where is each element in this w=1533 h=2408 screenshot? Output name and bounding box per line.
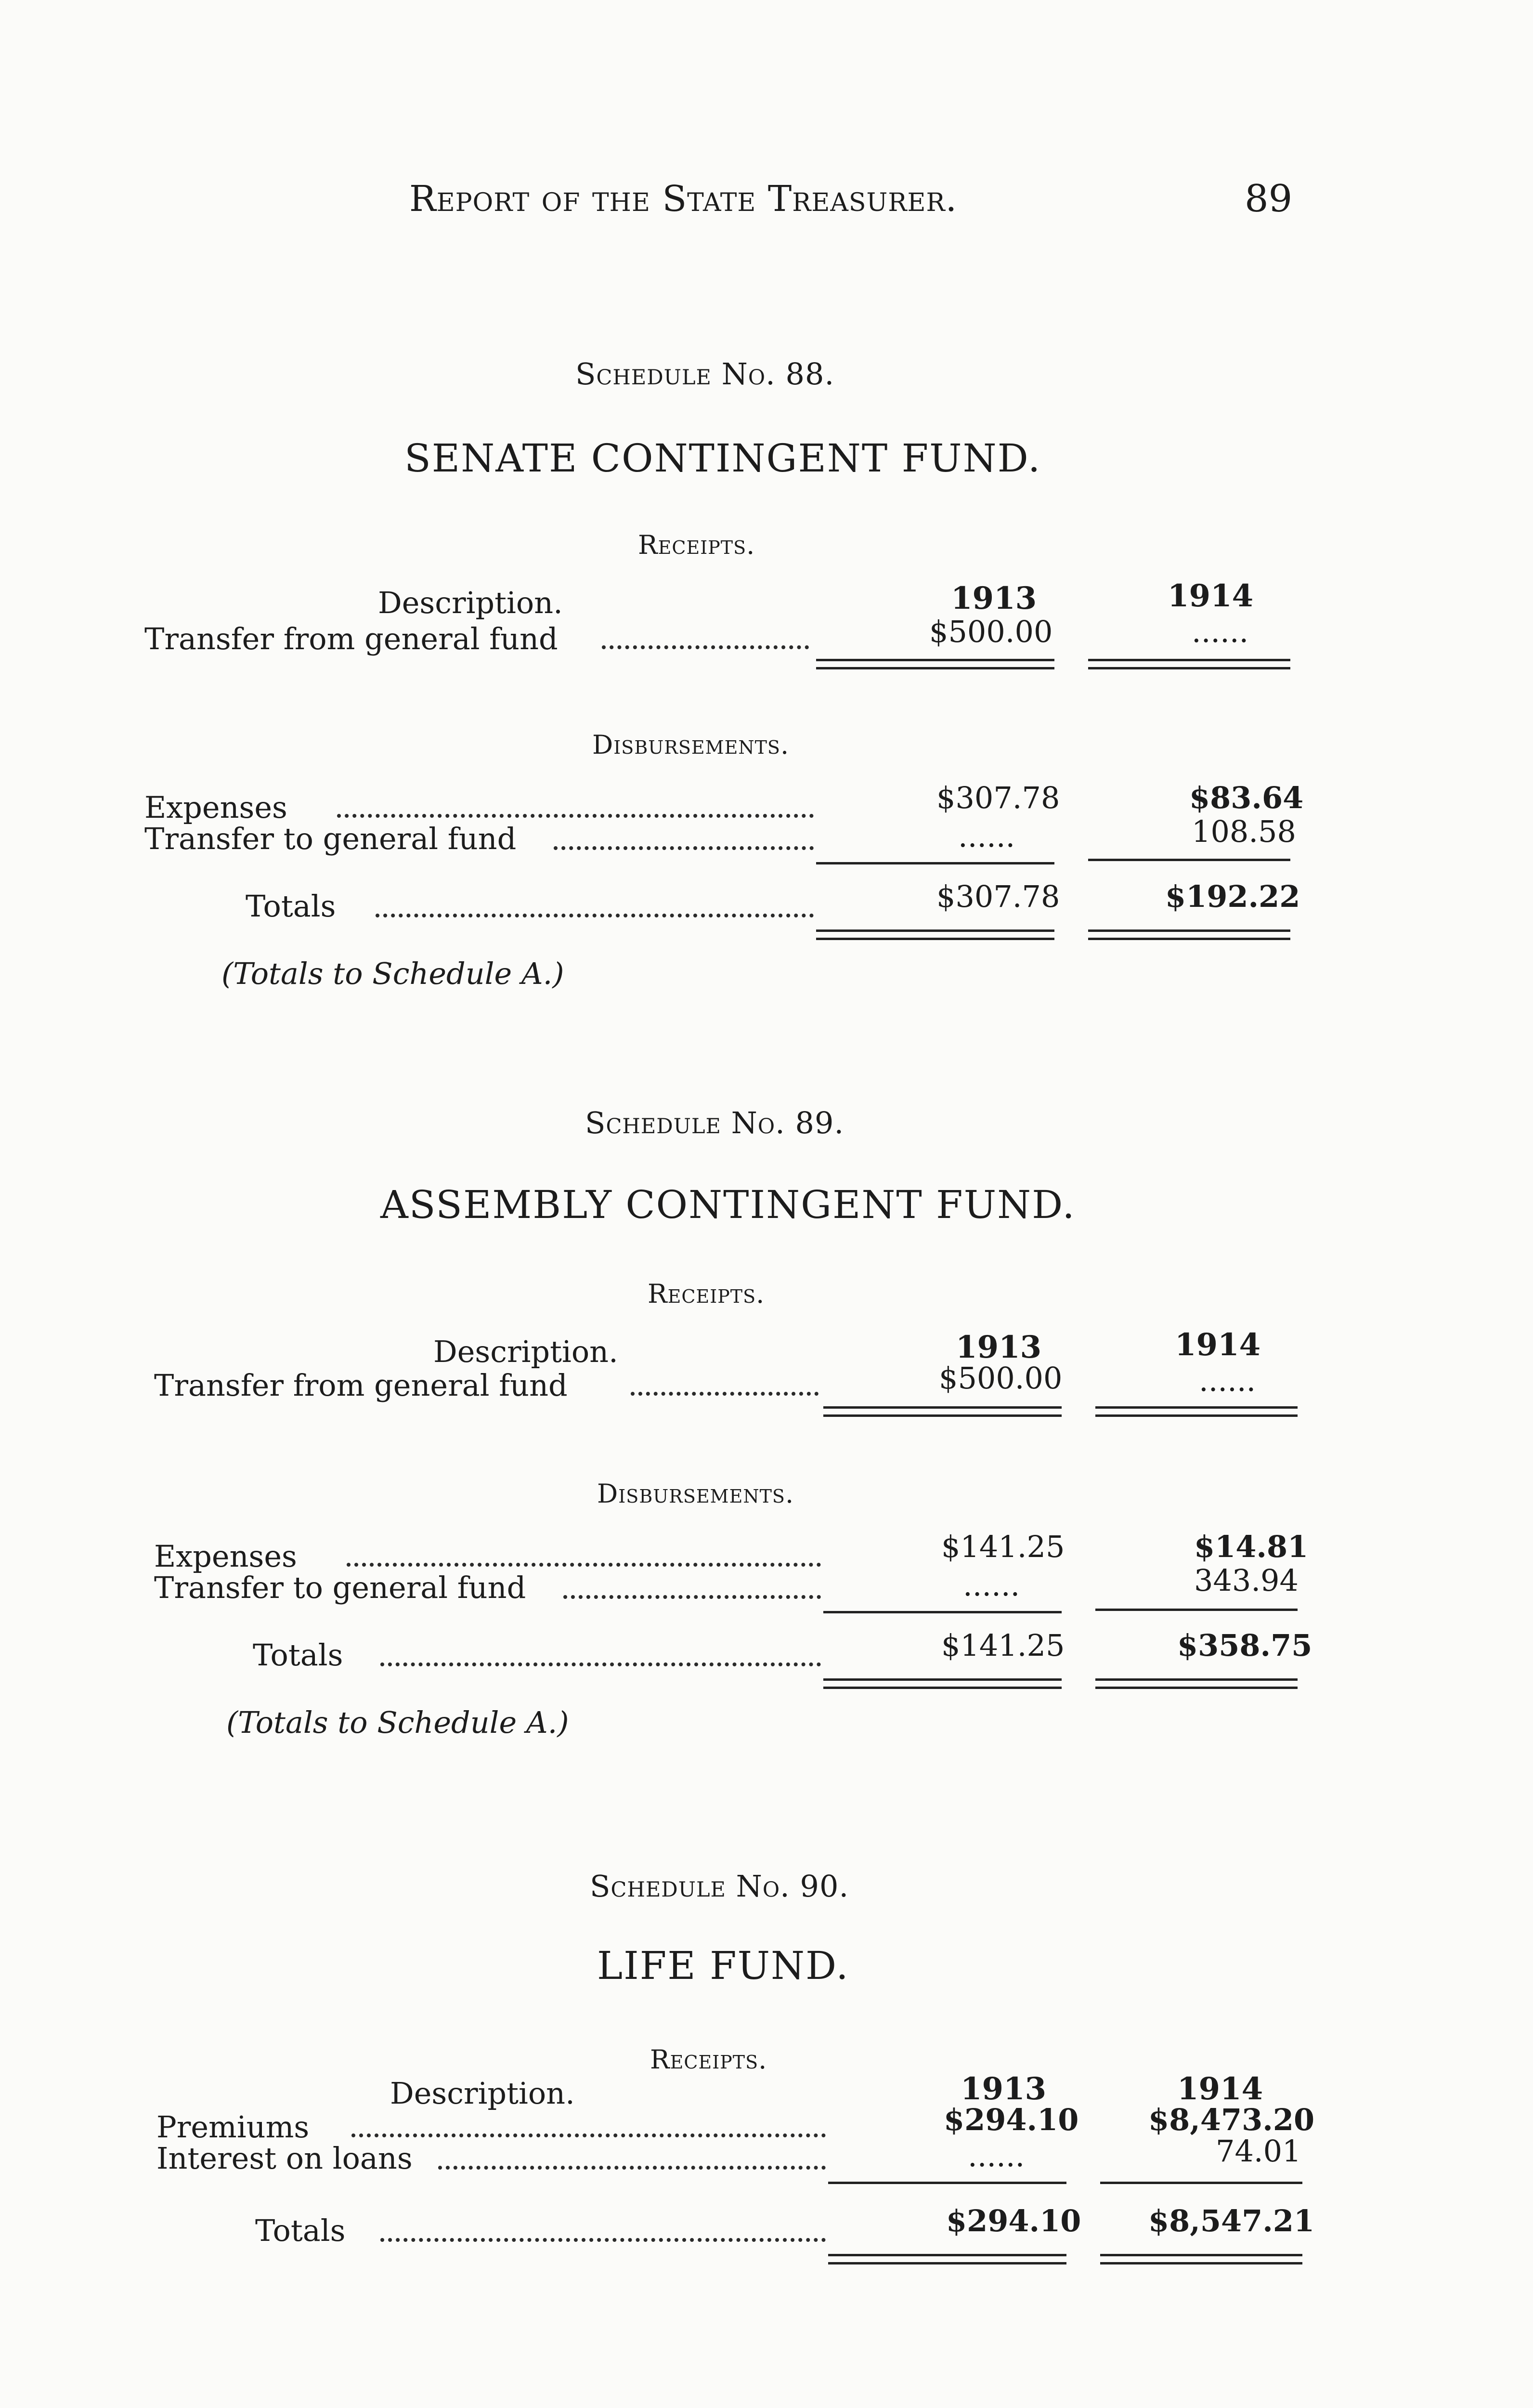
year-1913-label: 1913 (951, 580, 1037, 616)
page-number: 89 (1245, 177, 1293, 221)
single-rule (816, 862, 1054, 864)
row-label: Transfer from general fund (144, 621, 558, 656)
value-1914: 74.01 (1216, 2133, 1301, 2169)
totals-note: (Totals to Schedule A.) (221, 956, 564, 991)
schedule-number: Schedule No. 90. (590, 1869, 849, 1904)
description-label: Description. (433, 1334, 618, 1369)
value-1914: $83.64 (1189, 780, 1304, 815)
totals-label: Totals (253, 1637, 343, 1673)
description-label: Description. (390, 2076, 575, 2111)
schedule-number: Schedule No. 88. (575, 356, 835, 392)
fund-title: SENATE CONTINGENT FUND. (404, 436, 1041, 481)
value-1914: $8,473.20 (1148, 2102, 1315, 2137)
dot-leader (376, 914, 814, 917)
total-1914: $358.75 (1177, 1628, 1312, 1663)
value-1914: $14.81 (1194, 1529, 1309, 1564)
schedule-number: Schedule No. 89. (585, 1105, 844, 1140)
year-1913-label: 1913 (956, 1329, 1042, 1365)
value-1913: ...... (963, 1568, 1020, 1603)
row-label: Interest on loans (156, 2141, 413, 2176)
total-1913: $307.78 (936, 879, 1060, 914)
running-head: Report of the State Treasurer. (409, 178, 958, 220)
description-label: Description. (378, 585, 563, 620)
double-rule (1095, 1406, 1298, 1417)
single-rule (1088, 859, 1290, 861)
dot-leader (563, 1595, 821, 1599)
total-1914: $8,547.21 (1148, 2203, 1315, 2238)
fund-title: LIFE FUND. (597, 1943, 849, 1988)
totals-label: Totals (246, 889, 336, 924)
double-rule (1088, 659, 1290, 669)
total-1913: $294.10 (946, 2203, 1081, 2238)
single-rule (1100, 2182, 1302, 2184)
receipts-heading: Receipts. (638, 530, 755, 560)
dot-leader (602, 645, 809, 649)
double-rule (816, 659, 1054, 669)
double-rule (1100, 2254, 1302, 2264)
value-1913: $500.00 (939, 1361, 1063, 1396)
receipts-heading: Receipts. (648, 1279, 765, 1309)
value-1914: 108.58 (1192, 814, 1296, 849)
value-1914: ...... (1192, 614, 1249, 649)
row-label: Transfer to general fund (144, 821, 517, 856)
value-1913: $307.78 (936, 780, 1060, 815)
double-rule (816, 929, 1054, 940)
value-1914: ...... (1199, 1363, 1256, 1398)
disbursements-heading: Disbursements. (592, 730, 790, 760)
row-label: Expenses (154, 1539, 297, 1574)
row-label: Expenses (144, 790, 287, 825)
year-1914-label: 1914 (1168, 578, 1254, 614)
dot-leader (554, 846, 814, 850)
single-rule (1095, 1609, 1298, 1611)
fund-title: ASSEMBLY CONTINGENT FUND. (380, 1182, 1076, 1227)
receipts-heading: Receipts. (650, 2044, 767, 2075)
value-1913: $141.25 (941, 1529, 1065, 1564)
dot-leader (631, 1392, 818, 1396)
dot-leader (380, 1662, 821, 1666)
year-1914-label: 1914 (1175, 1327, 1261, 1363)
value-1913: ...... (968, 2138, 1025, 2173)
double-rule (1095, 1678, 1298, 1689)
dot-leader (438, 2166, 826, 2170)
value-1914: 343.94 (1194, 1563, 1299, 1598)
totals-note: (Totals to Schedule A.) (226, 1705, 569, 1740)
double-rule (1088, 929, 1290, 940)
value-1913: $500.00 (929, 614, 1053, 649)
single-rule (828, 2182, 1066, 2184)
value-1913: ...... (958, 819, 1015, 854)
row-label: Premiums (156, 2109, 310, 2145)
dot-leader (347, 1563, 821, 1567)
double-rule (823, 1406, 1062, 1417)
year-1914-label: 1914 (1177, 2071, 1263, 2107)
row-label: Transfer to general fund (154, 1570, 526, 1605)
double-rule (823, 1678, 1062, 1689)
dot-leader (337, 814, 814, 818)
disbursements-heading: Disbursements. (597, 1479, 794, 1509)
row-label: Transfer from general fund (154, 1368, 568, 1403)
year-1913-label: 1913 (961, 2071, 1047, 2107)
dot-leader (380, 2238, 826, 2242)
total-1913: $141.25 (941, 1628, 1065, 1663)
dot-leader (351, 2133, 826, 2137)
single-rule (823, 1611, 1062, 1613)
value-1913: $294.10 (944, 2102, 1079, 2137)
double-rule (828, 2254, 1066, 2264)
total-1914: $192.22 (1165, 879, 1300, 914)
totals-label: Totals (255, 2213, 346, 2248)
